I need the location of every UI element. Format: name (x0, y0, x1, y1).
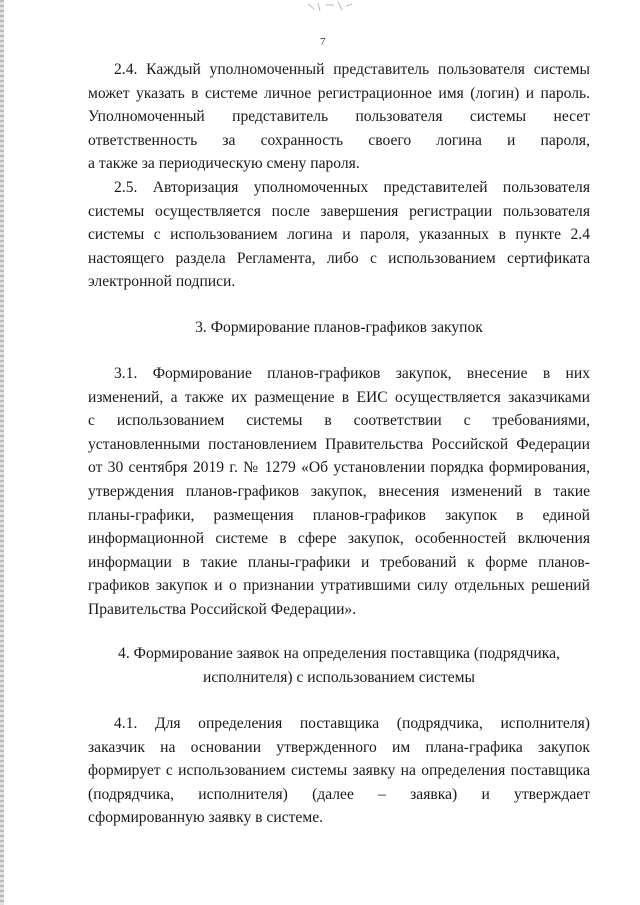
paragraph-3-1 (88, 362, 590, 622)
paragraph-2-4 (88, 58, 590, 176)
text-line: 3.1. Формирование планов-графиков закупок, внесение в них (114, 365, 590, 382)
text-line: 2.4. Каждый уполномоченный представитель пользователя системы (114, 61, 590, 78)
text-line: Уполномоченный представитель пользователя системы несет (88, 108, 590, 126)
scan-edge-artifact (0, 0, 4, 905)
text-line: системы осуществляется после завершения регистрации пользователя (88, 202, 590, 220)
text-line: Правительства Российской Федерации». (88, 600, 357, 618)
text-line: 4.1. Для определения поставщика (подрядчика, исполнителя) (114, 715, 590, 732)
text-line: установленными постановлением Правительства Российской Федерации (88, 435, 590, 453)
text-line: утверждения планов-графиков закупок, внесения изменений в такие (88, 482, 590, 500)
text-line: планы-графики, размещения планов-графиков закупок в единой (88, 506, 590, 524)
text-line: электронной подписи. (88, 273, 236, 291)
scan-stamp-mark (300, 0, 360, 14)
text-line: заказчик на основании утвержденного им плана-графика закупок (88, 738, 590, 756)
page-number: 7 (320, 36, 326, 48)
text-line: информационной системе в сфере закупок, особенностей включения (88, 530, 590, 548)
text-line: настоящего раздела Регламента, либо с использованием сертификата (88, 249, 590, 267)
text-line: сформированную заявку в системе. (88, 809, 324, 827)
heading-line: 3. Формирование планов-графиков закупок (195, 319, 483, 336)
text-line: (подрядчика, исполнителя) (далее – заявка) и утверждает (88, 785, 590, 803)
paragraph-2-5 (88, 176, 590, 294)
text-line: с использованием системы в соответствии с требованиями, (88, 412, 590, 430)
text-line: ответственность за сохранность своего логина и пароля, (88, 131, 590, 149)
paragraph-4-1 (88, 712, 590, 830)
text-line: формирует с использованием системы заявку на определения поставщика (88, 762, 590, 780)
text-line: системы с использованием логина и пароля, указанных в пункте 2.4 (88, 226, 590, 244)
text-line: 2.5. Авторизация уполномоченных представителей пользователя (114, 179, 590, 196)
section-heading-3 (88, 316, 590, 340)
text-line: а также за периодическую смену пароля. (88, 155, 360, 173)
text-line: может указать в системе личное регистрационное имя (логин) и пароль. (88, 84, 590, 102)
text-line: изменений, а также их размещение в ЕИС осуществляется заказчиками (88, 388, 590, 406)
text-line: информации в такие планы-графики и требований к форме планов- (88, 553, 590, 571)
text-line: от 30 сентября 2019 г. № 1279 «Об установлении порядка формирования, (88, 459, 590, 477)
text-line: графиков закупок и о признании утратившими силу отдельных решений (88, 577, 590, 595)
heading-line: исполнителя) с использованием системы (203, 668, 475, 686)
heading-line: 4. Формирование заявок на определения поставщика (подрядчика, (118, 645, 560, 662)
section-heading-4 (88, 642, 590, 689)
